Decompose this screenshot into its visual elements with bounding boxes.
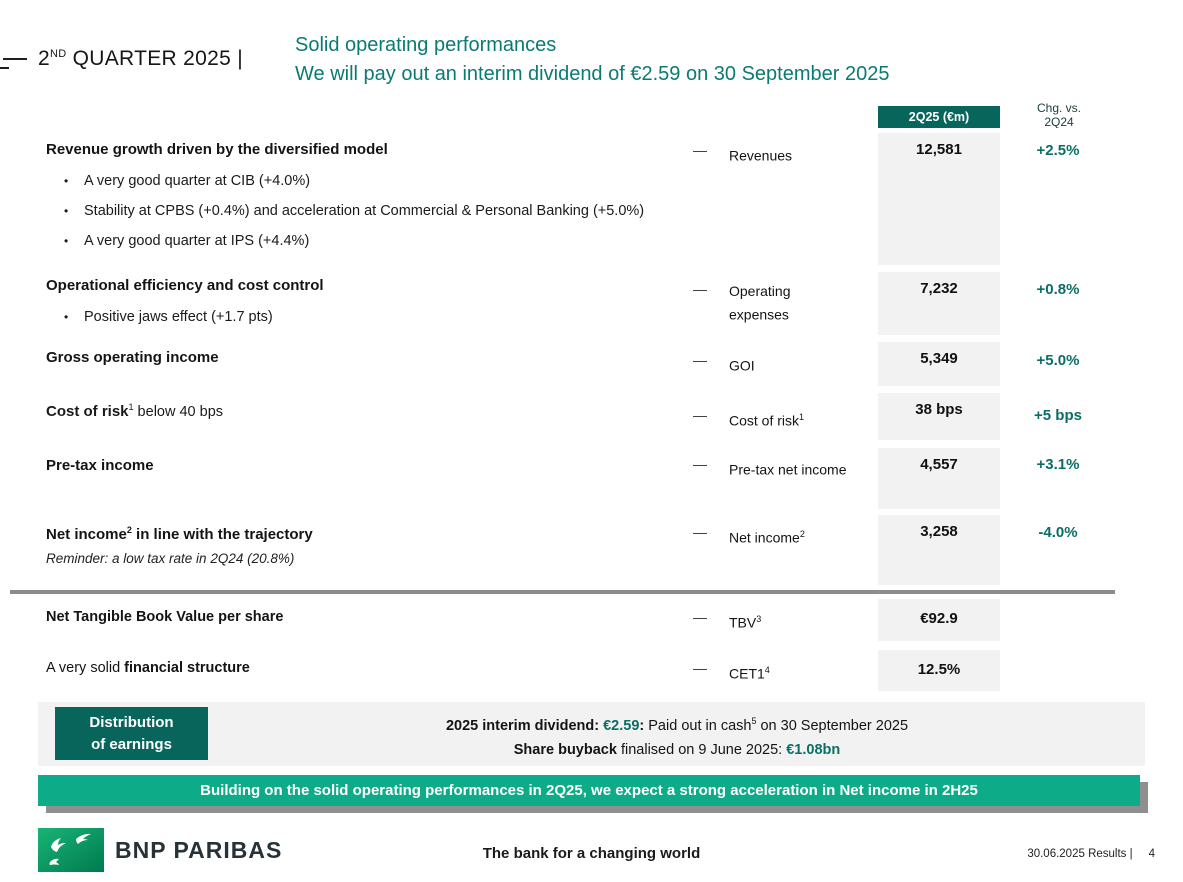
bullet-icon: •: [64, 310, 69, 324]
bullet-item: [64, 231, 664, 252]
metric-value: 12,581: [916, 141, 962, 158]
slide-title: [295, 31, 889, 89]
dash-icon: —: [693, 142, 707, 158]
footnote-sup: 1: [128, 402, 134, 412]
metric-label: Revenues: [729, 147, 793, 164]
block-pretax-income: [46, 457, 686, 474]
outlook-banner: Building on the solid operating performances in 2Q25, we expect a strong acceleration in Net income in 2H25: [38, 775, 1140, 806]
change-column-header: [1013, 102, 1105, 128]
dash-icon: —: [693, 660, 707, 676]
dividend-line: 2025 interim dividend: €2.59: Paid out in cash$^5$ on 30 September 2025: [445, 716, 909, 734]
change-value: +3.1%: [1036, 456, 1080, 473]
value-cell: [878, 599, 1000, 641]
bullet-text: A very good quarter at CIB (+4.0%): [84, 173, 311, 189]
metric-label: GOI: [729, 357, 755, 374]
metric-value: €92.9: [920, 610, 958, 627]
change-header-line2: 2Q24: [1044, 114, 1074, 128]
buyback-line: Share buyback finalised on 9 June 2025: €1.08bn: [513, 741, 841, 758]
block-heading-bold: Cost of risk: [46, 402, 129, 420]
distribution-label-line1: Distribution: [89, 714, 174, 731]
page-number: 4: [1148, 848, 1155, 860]
value-cell: [878, 393, 1000, 440]
metric-value: 5,349: [920, 350, 958, 367]
metric-value: 4,557: [920, 456, 958, 473]
metric-row-pretax-net-income: [693, 456, 883, 480]
metric-value: 38 bps: [915, 401, 963, 418]
change-header-line1: Chg. vs.: [1036, 102, 1081, 115]
bullet-item: [64, 171, 664, 192]
bullet-item: [64, 307, 664, 328]
title-line-1: Solid operating performances: [295, 34, 557, 56]
tbv-left-text: Net Tangible Book Value per share: [46, 609, 284, 625]
brand-tagline: The bank for a changing world: [482, 845, 701, 862]
block-heading: Operational efficiency and cost control: [46, 277, 324, 294]
buyback-amount: €1.08bn: [786, 741, 841, 758]
bullet-icon: •: [64, 234, 69, 248]
block-gross-operating-income: [46, 349, 686, 366]
dash-icon: —: [693, 281, 707, 297]
bullet-text: A very good quarter at IPS (+4.4%): [84, 233, 310, 249]
brand-name: BNP PARIBAS: [115, 837, 283, 863]
dash-icon: —: [693, 407, 707, 423]
metric-value: 3,258: [920, 523, 958, 540]
change-value: +5.0%: [1036, 352, 1080, 369]
footnote-sup: 2: [126, 525, 132, 535]
dividend-amount: €2.59: [603, 717, 640, 734]
block-revenue-growth: [46, 141, 686, 261]
metric-label: $CET1^4$: [729, 665, 770, 682]
value-cell: [878, 272, 1000, 335]
footnote-sup: 5: [751, 716, 757, 726]
block-cost-of-risk: [46, 402, 686, 420]
metric-row-cet1: [693, 660, 883, 684]
bullet-text: Positive jaws effect (+1.7 pts): [84, 309, 273, 325]
value-cell: [878, 342, 1000, 386]
section-divider: [10, 590, 1115, 594]
value-column-header: 2Q25 (€m): [878, 106, 1000, 128]
bullet-icon: •: [64, 174, 69, 188]
cet1-left-text: A very solid financial structure: [46, 660, 250, 676]
kicker-rest: QUARTER 2025 |: [66, 47, 243, 70]
distribution-label-line2: of earnings: [91, 736, 172, 753]
metric-row-revenues: [693, 142, 883, 166]
metric-row-tbv: [693, 609, 883, 633]
value-cell: [878, 448, 1000, 509]
metric-label: TBV$^3$: [729, 614, 762, 631]
metric-row-net-income: [693, 524, 883, 548]
block-heading-rest: below 40 bps: [133, 403, 224, 420]
block-heading: Gross operating income: [46, 349, 219, 366]
bullet-item: [64, 201, 664, 222]
change-value: -4.0%: [1038, 524, 1078, 541]
block-operational-efficiency: [46, 277, 686, 337]
metric-label: Pre-tax net income: [729, 461, 847, 478]
dash-icon: —: [693, 524, 707, 540]
metric-label: Cost of risk$^1$: [729, 412, 805, 429]
quarter-kicker: [38, 47, 243, 71]
dash-icon: —: [693, 456, 707, 472]
title-line-2: We will pay out an interim dividend of €2.59 on 30 September 2025: [295, 63, 890, 85]
metric-row-operating-expenses: [693, 281, 883, 325]
header-dash-line-small: [0, 67, 9, 69]
footer-results: [1027, 848, 1155, 860]
kicker-number: 2: [38, 47, 50, 70]
metric-value: 12.5%: [917, 661, 961, 678]
kicker-ordinal: ND: [49, 48, 67, 60]
metric-row-goi: [693, 352, 883, 376]
block-net-income: [46, 525, 686, 566]
distribution-label-box: [55, 707, 208, 760]
bullet-text: Stability at CPBS (+0.4%) and acceleration at Commercial & Personal Banking (+5.0%): [84, 203, 645, 219]
change-value: +2.5%: [1036, 142, 1080, 159]
header-dash-line: [3, 58, 27, 60]
block-heading-bold: Net income: [46, 526, 127, 543]
metric-row-cost-of-risk: [693, 407, 883, 431]
block-heading: Revenue growth driven by the diversified model: [46, 141, 388, 158]
metric-value: 7,232: [920, 280, 958, 297]
block-heading: Pre-tax income: [46, 457, 154, 474]
block-heading-rest: in line with the trajectory: [131, 526, 313, 543]
dash-icon: —: [693, 609, 707, 625]
dash-icon: —: [693, 352, 707, 368]
value-cell: [878, 133, 1000, 265]
value-cell: [878, 650, 1000, 691]
block-heading: [46, 525, 686, 543]
metric-label: Net income$^2$: [729, 529, 805, 546]
results-date-label: 30.06.2025 Results |: [1027, 848, 1133, 860]
metric-label: Operating expenses: [729, 283, 791, 323]
change-value: +0.8%: [1036, 281, 1080, 298]
value-cell: [878, 515, 1000, 585]
bullet-icon: •: [64, 204, 69, 218]
distribution-text: [212, 709, 1142, 762]
tax-rate-note: Reminder: a low tax rate in 2Q24 (20.8%): [46, 551, 295, 566]
change-value: +5 bps: [1034, 407, 1082, 424]
